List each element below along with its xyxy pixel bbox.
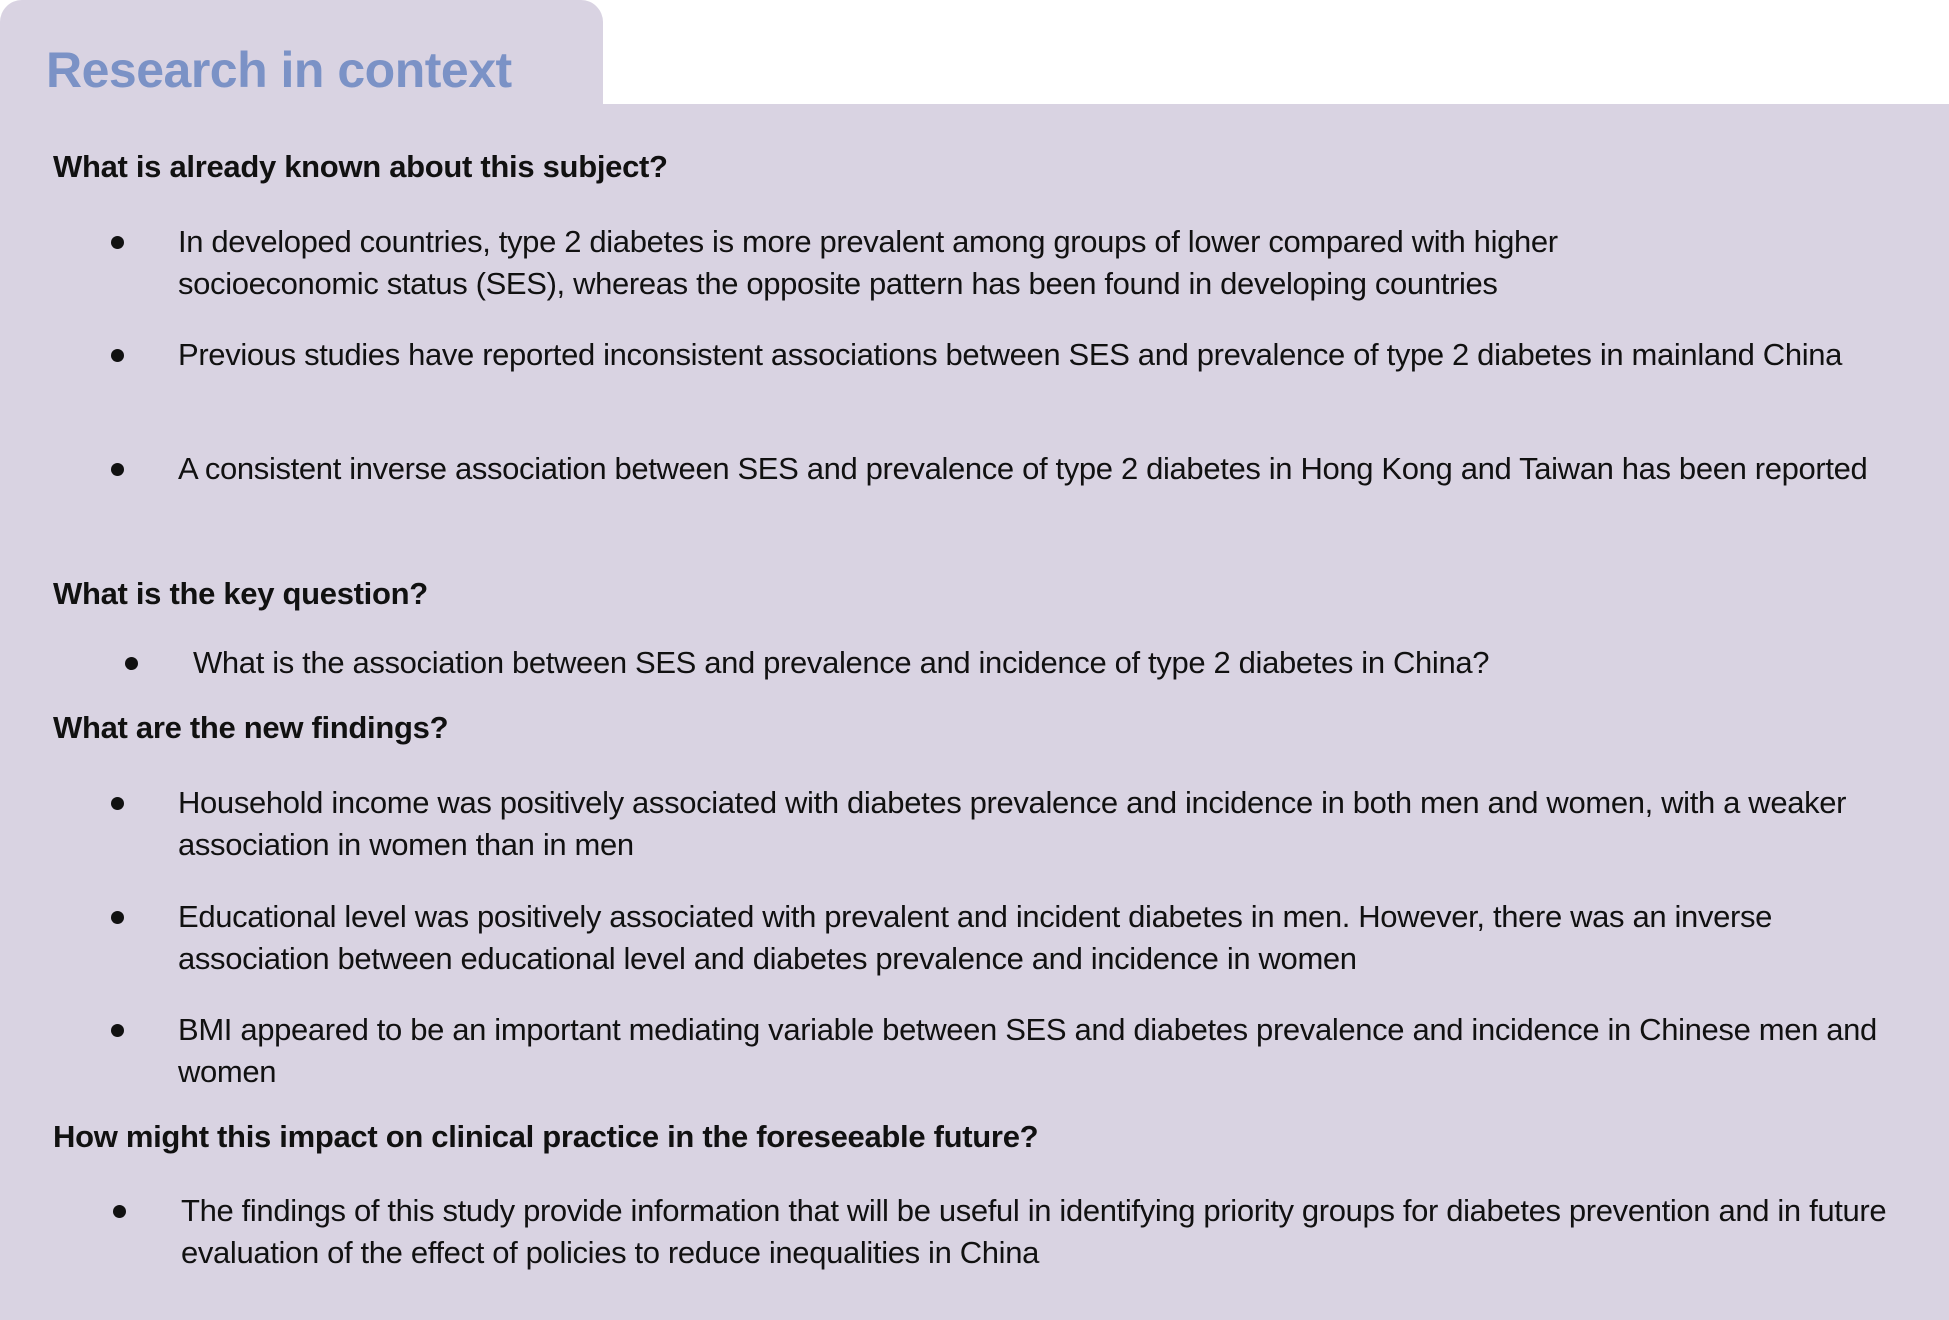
bullet-icon — [111, 349, 124, 362]
bullet-icon — [111, 463, 124, 476]
list-item-text: The findings of this study provide information that will be useful in identifying priority groups for diabetes prevention and in future evaluation of the effect of policies to reduce inequalities in China — [181, 1193, 1887, 1270]
bullet-icon — [125, 657, 138, 670]
section-heading-clinical-impact: How might this impact on clinical practice in the foreseeable future? — [53, 1119, 1039, 1154]
bullet-icon — [111, 236, 124, 249]
page-title: Research in context — [46, 42, 512, 98]
list-item-text: Educational level was positively associated with prevalent and incident diabetes in men. However, there was an inverse association between educational level and diabetes prevalence and incidence in women — [178, 899, 1772, 976]
list-item-text: Household income was positively associated with diabetes prevalence and incidence in both men and women, with a weaker association in women than in men — [178, 785, 1847, 862]
section-heading-key-question: What is the key question? — [53, 576, 428, 611]
bullet-icon — [111, 911, 124, 924]
list-item-text: What is the association between SES and prevalence and incidence of type 2 diabetes in China? — [193, 645, 1490, 680]
list-item-text: In developed countries, type 2 diabetes is more prevalent among groups of lower compared with higher socioeconomic status (SES), whereas the opposite pattern has been found in developing countries — [178, 224, 1558, 301]
list-item-text: A consistent inverse association between SES and prevalence of type 2 diabetes in Hong Kong and Taiwan has been reported — [178, 451, 1868, 486]
list-item-text: Previous studies have reported inconsistent associations between SES and prevalence of type 2 diabetes in mainland China — [178, 337, 1843, 372]
bullet-icon — [111, 1024, 124, 1037]
section-heading-new-findings: What are the new findings? — [53, 710, 449, 745]
list-item-text: BMI appeared to be an important mediating variable between SES and diabetes prevalence and incidence in Chinese men and women — [178, 1012, 1877, 1089]
section-heading-known: What is already known about this subject? — [53, 149, 668, 184]
research-in-context-panel — [0, 104, 1949, 1320]
bullet-icon — [113, 1205, 126, 1218]
bullet-icon — [111, 797, 124, 810]
